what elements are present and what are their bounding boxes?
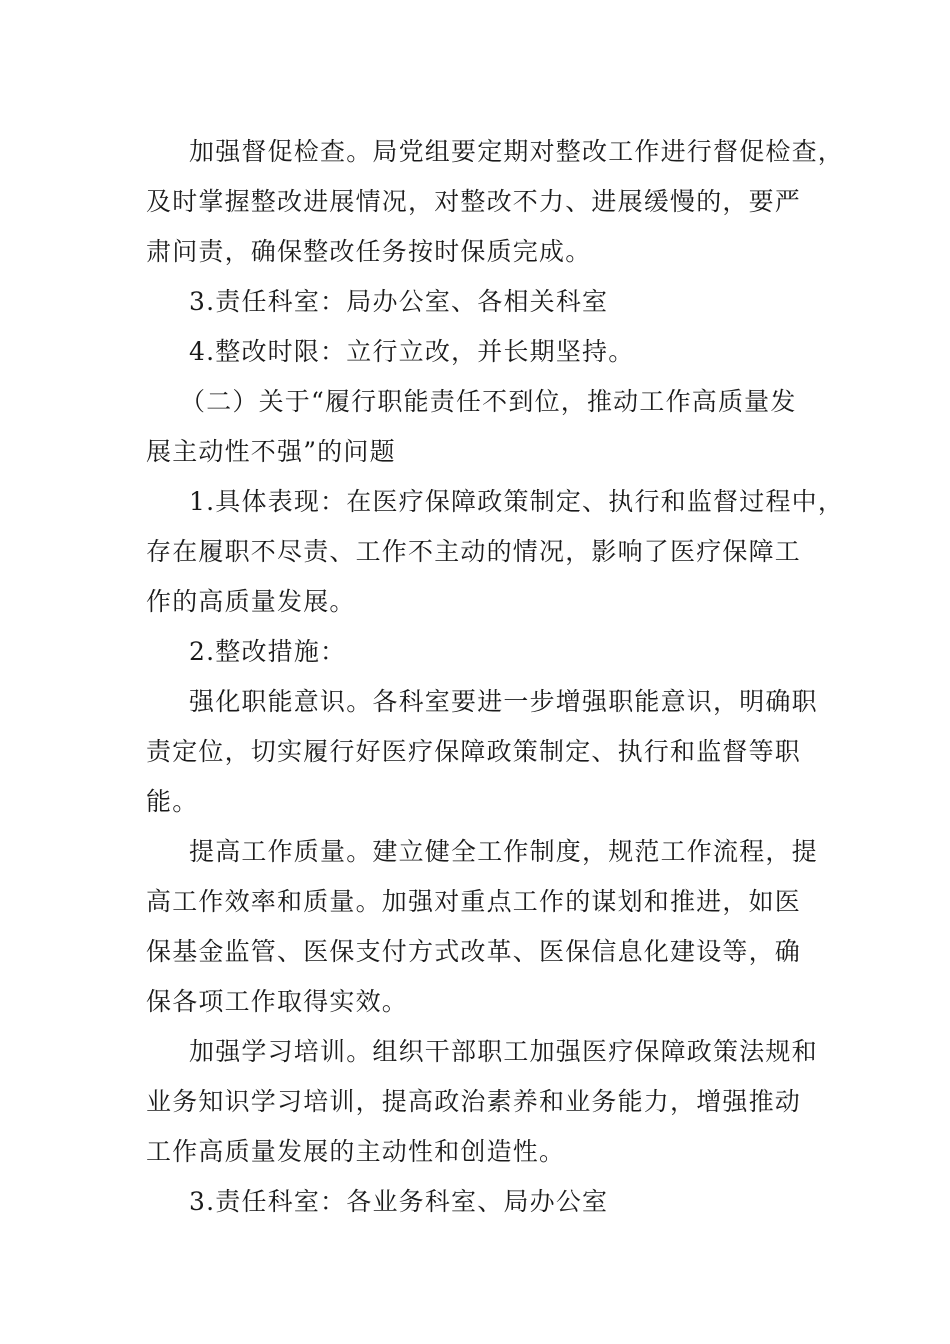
paragraph-line: 4.整改时限：立行立改，并长期坚持。 [189,337,635,366]
paragraph-line: 责定位，切实履行好医疗保障政策制定、执行和监督等职 [146,737,802,766]
paragraph-line: 3.责任科室：局办公室、各相关科室 [189,287,609,316]
paragraph-line: 存在履职不尽责、工作不主动的情况，影响了医疗保障工 [146,537,802,566]
paragraph-line: 业务知识学习培训，提高政治素养和业务能力，增强推动 [146,1087,802,1116]
paragraph-line: 及时掌握整改进展情况，对整改不力、进展缓慢的，要严 [146,187,802,216]
paragraph-line: 2.整改措施： [189,637,347,666]
section-heading-line: 展主动性不强”的问题 [146,437,396,466]
paragraph-line: 强化职能意识。各科室要进一步增强职能意识，明确职 [189,687,818,716]
paragraph-line: 1.具体表现：在医疗保障政策制定、执行和监督过程中， [189,487,845,516]
paragraph-line: 作的高质量发展。 [146,587,356,616]
paragraph-line: 能。 [146,787,199,816]
section-heading-line: （二）关于“履行职能责任不到位，推动工作高质量发 [180,387,797,416]
paragraph-line: 加强学习培训。组织干部职工加强医疗保障政策法规和 [189,1037,818,1066]
paragraph-line: 工作高质量发展的主动性和创造性。 [146,1137,566,1166]
paragraph-line: 保各项工作取得实效。 [146,987,409,1016]
paragraph-line: 提高工作质量。建立健全工作制度，规范工作流程，提 [189,837,818,866]
paragraph-line: 肃问责，确保整改任务按时保质完成。 [146,237,592,266]
paragraph-line: 3.责任科室：各业务科室、局办公室 [189,1187,609,1216]
paragraph-line: 加强督促检查。局党组要定期对整改工作进行督促检查， [189,137,845,166]
paragraph-line: 高工作效率和质量。加强对重点工作的谋划和推进，如医 [146,887,802,916]
paragraph-line: 保基金监管、医保支付方式改革、医保信息化建设等，确 [146,937,802,966]
